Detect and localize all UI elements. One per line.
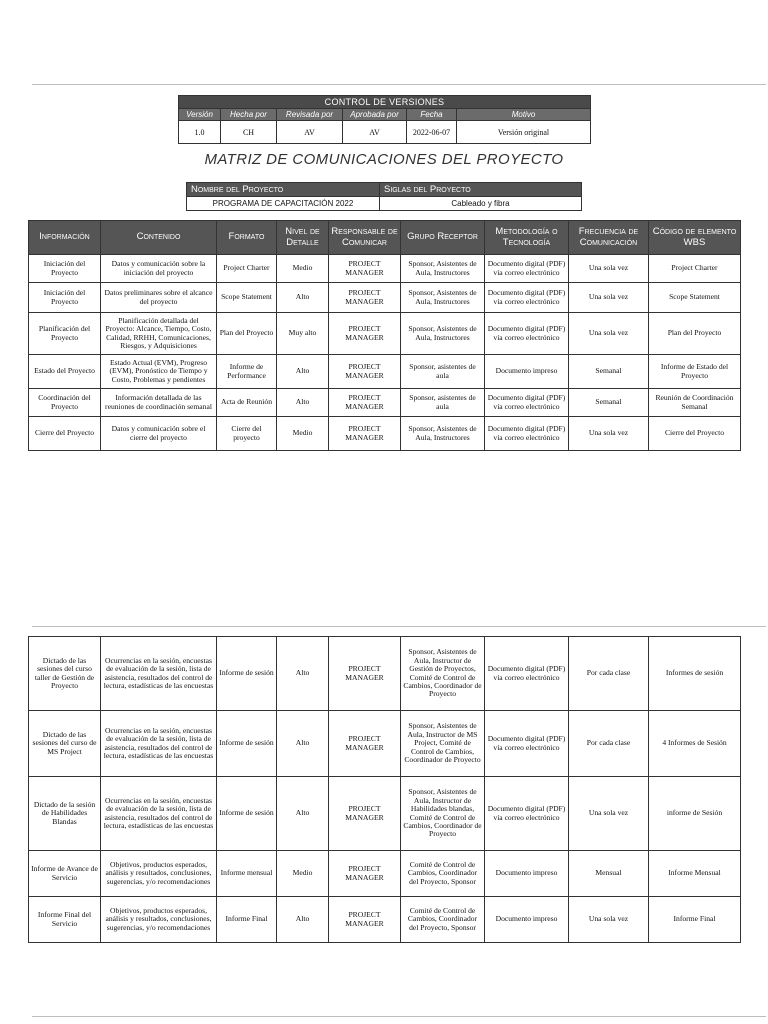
page-break-rule — [32, 626, 766, 627]
cell-informacion: Iniciación del Proyecto — [29, 255, 101, 283]
cv-cell: AV — [277, 121, 343, 144]
cell-codigo-wbs: informe de Sesión — [649, 777, 741, 851]
cell-codigo-wbs: Informe Final — [649, 897, 741, 943]
cell-grupo-receptor: Sponsor, Asistentes de Aula, Instructores — [401, 255, 485, 283]
cell-grupo-receptor: Sponsor, Asistentes de Aula, Instructores — [401, 283, 485, 313]
cv-header: Motivo — [457, 109, 591, 121]
cell-contenido: Información detallada de las reuniones de coordinación semanal — [101, 389, 217, 417]
cv-cell: 1.0 — [179, 121, 221, 144]
cell-metodologia: Documento digital (PDF) vía correo electrónico — [485, 777, 569, 851]
cell-frecuencia: Una sola vez — [569, 777, 649, 851]
cell-codigo-wbs: Informe Mensual — [649, 851, 741, 897]
matrix-header-informacion: Información — [29, 221, 101, 255]
cell-metodologia: Documento digital (PDF) vía correo electrónico — [485, 389, 569, 417]
cell-contenido: Datos preliminares sobre el alcance del proyecto — [101, 283, 217, 313]
table-row — [29, 851, 741, 897]
cell-grupo-receptor: Sponsor, Asistentes de Aula, Instructor de Habilidades blandas, Comité de Control de Cambios, Coordinador de Proyecto — [401, 777, 485, 851]
cell-formato: Cierre del proyecto — [217, 417, 277, 451]
cell-formato: Informe de sesión — [217, 637, 277, 711]
cell-responsable: PROJECT MANAGER — [329, 897, 401, 943]
cell-nivel-detalle: Alto — [277, 897, 329, 943]
cell-metodologia: Documento digital (PDF) vía correo electrónico — [485, 637, 569, 711]
cell-frecuencia: Por cada clase — [569, 711, 649, 777]
cell-formato: Acta de Reunión — [217, 389, 277, 417]
cell-metodologia: Documento impreso — [485, 897, 569, 943]
cell-formato: Informe de sesión — [217, 711, 277, 777]
cell-codigo-wbs: Plan del Proyecto — [649, 313, 741, 355]
matrix-header-frecuencia: Frecuencia de Comunicación — [569, 221, 649, 255]
matrix-header-grupo-receptor: Grupo Receptor — [401, 221, 485, 255]
cell-codigo-wbs: Project Charter — [649, 255, 741, 283]
cell-grupo-receptor: Comité de Control de Cambios, Coordinador del Proyecto, Sponsor — [401, 897, 485, 943]
cell-formato: Informe mensual — [217, 851, 277, 897]
cell-metodologia: Documento digital (PDF) vía correo electrónico — [485, 417, 569, 451]
matrix-header-codigo-wbs: Código de elemento WBS — [649, 221, 741, 255]
table-row — [29, 417, 741, 451]
cell-responsable: PROJECT MANAGER — [329, 255, 401, 283]
cv-header: Aprobada por — [343, 109, 407, 121]
table-row — [29, 283, 741, 313]
cell-grupo-receptor: Sponsor, asistentes de aula — [401, 355, 485, 389]
cell-informacion: Dictado de la sesión de Habilidades Blandas — [29, 777, 101, 851]
cell-grupo-receptor: Sponsor, Asistentes de Aula, Instructor de MS Project, Comité de Control de Cambios, Coordinador de Proyecto — [401, 711, 485, 777]
cell-contenido: Datos y comunicación sobre la iniciación del proyecto — [101, 255, 217, 283]
cell-frecuencia: Una sola vez — [569, 897, 649, 943]
table-row — [29, 637, 741, 711]
bottom-rule — [32, 1016, 766, 1017]
top-rule — [32, 84, 766, 85]
cell-nivel-detalle: Alto — [277, 355, 329, 389]
cell-responsable: PROJECT MANAGER — [329, 417, 401, 451]
cell-codigo-wbs: Informe de Estado del Proyecto — [649, 355, 741, 389]
cell-codigo-wbs: Informes de sesión — [649, 637, 741, 711]
matrix-header-responsable: Responsable de Comunicar — [329, 221, 401, 255]
cv-header: Versión — [179, 109, 221, 121]
cell-formato: Informe de sesión — [217, 777, 277, 851]
table-row — [29, 313, 741, 355]
cell-metodologia: Documento digital (PDF) vía correo electrónico — [485, 711, 569, 777]
cv-cell: 2022-06-07 — [407, 121, 457, 144]
cell-nivel-detalle: Medio — [277, 851, 329, 897]
cell-codigo-wbs: 4 Informes de Sesión — [649, 711, 741, 777]
matrix-header-formato: Formato — [217, 221, 277, 255]
cell-contenido: Planificación detallada del Proyecto: Alcance, Tiempo, Costo, Calidad, RRHH, Comunicaciones, Riesgos, y Adquisiciones — [101, 313, 217, 355]
table-row — [29, 777, 741, 851]
cell-nivel-detalle: Alto — [277, 711, 329, 777]
cell-codigo-wbs: Cierre del Proyecto — [649, 417, 741, 451]
cell-contenido: Objetivos, productos esperados, análisis y resultados, conclusiones, sugerencias, y/o recomendaciones — [101, 897, 217, 943]
cv-header: Revisada por — [277, 109, 343, 121]
cell-informacion: Iniciación del Proyecto — [29, 283, 101, 313]
cell-formato: Project Charter — [217, 255, 277, 283]
cell-formato: Plan del Proyecto — [217, 313, 277, 355]
project-name-value: PROGRAMA DE CAPACITACIÓN 2022 — [187, 197, 380, 211]
cell-metodologia: Documento digital (PDF) vía correo electrónico — [485, 283, 569, 313]
cell-informacion: Planificación del Proyecto — [29, 313, 101, 355]
cell-informacion: Estado del Proyecto — [29, 355, 101, 389]
cell-frecuencia: Una sola vez — [569, 255, 649, 283]
cell-contenido: Ocurrencias en la sesión, encuestas de evaluación de la sesión, lista de asistencia, resultados del control de lectura, estadísticas de las encuestas — [101, 711, 217, 777]
table-row — [29, 711, 741, 777]
cell-metodologia: Documento digital (PDF) vía correo electrónico — [485, 255, 569, 283]
project-acronym-value: Cableado y fibra — [380, 197, 582, 211]
cell-frecuencia: Por cada clase — [569, 637, 649, 711]
cell-frecuencia: Una sola vez — [569, 313, 649, 355]
cell-responsable: PROJECT MANAGER — [329, 355, 401, 389]
cell-formato: Scope Statement — [217, 283, 277, 313]
cell-codigo-wbs: Reunión de Coordinación Semanal — [649, 389, 741, 417]
project-acronym-label: Siglas del Proyecto — [380, 183, 582, 197]
cell-responsable: PROJECT MANAGER — [329, 777, 401, 851]
cell-responsable: PROJECT MANAGER — [329, 851, 401, 897]
cell-nivel-detalle: Alto — [277, 777, 329, 851]
cell-informacion: Dictado de las sesiones del curso de MS Project — [29, 711, 101, 777]
cell-responsable: PROJECT MANAGER — [329, 389, 401, 417]
cv-cell: Versión original — [457, 121, 591, 144]
cell-frecuencia: Semanal — [569, 389, 649, 417]
cell-grupo-receptor: Sponsor, Asistentes de Aula, Instructores — [401, 417, 485, 451]
matrix-header-metodologia: Metodología o Tecnología — [485, 221, 569, 255]
table-row — [29, 389, 741, 417]
cv-cell: AV — [343, 121, 407, 144]
cell-frecuencia: Semanal — [569, 355, 649, 389]
cell-nivel-detalle: Alto — [277, 637, 329, 711]
cell-metodologia: Documento digital (PDF) vía correo electrónico — [485, 313, 569, 355]
cell-informacion: Informe de Avance de Servicio — [29, 851, 101, 897]
table-row — [29, 897, 741, 943]
cell-contenido: Ocurrencias en la sesión, encuestas de evaluación de la sesión, lista de asistencia, resultados del control de lectura, estadísticas de las encuestas — [101, 637, 217, 711]
matrix-header-contenido: Contenido — [101, 221, 217, 255]
table-row — [29, 355, 741, 389]
cell-responsable: PROJECT MANAGER — [329, 711, 401, 777]
cell-informacion: Dictado de las sesiones del curso taller de Gestión de Proyecto — [29, 637, 101, 711]
communications-matrix-page2 — [28, 636, 741, 943]
version-control-table — [178, 95, 591, 144]
cell-formato: Informe Final — [217, 897, 277, 943]
cell-frecuencia: Una sola vez — [569, 283, 649, 313]
cell-grupo-receptor: Comité de Control de Cambios, Coordinador del Proyecto, Sponsor — [401, 851, 485, 897]
cell-informacion: Coordinación del Proyecto — [29, 389, 101, 417]
cell-contenido: Objetivos, productos esperados, análisis y resultados, conclusiones, sugerencias, y/o recomendaciones — [101, 851, 217, 897]
cv-header: Hecha por — [221, 109, 277, 121]
cell-grupo-receptor: Sponsor, Asistentes de Aula, Instructor de Gestión de Proyectos, Comité de Control de Cambios, Coordinador de Proyecto — [401, 637, 485, 711]
cell-formato: Informe de Performance — [217, 355, 277, 389]
cell-nivel-detalle: Medio — [277, 417, 329, 451]
cv-cell: CH — [221, 121, 277, 144]
cell-metodologia: Documento impreso — [485, 355, 569, 389]
cell-responsable: PROJECT MANAGER — [329, 283, 401, 313]
matrix-header-nivel-detalle: Nivel de Detalle — [277, 221, 329, 255]
project-name-label: Nombre del Proyecto — [187, 183, 380, 197]
cell-grupo-receptor: Sponsor, asistentes de aula — [401, 389, 485, 417]
version-control-title: CONTROL DE VERSIONES — [179, 96, 591, 109]
cell-nivel-detalle: Medio — [277, 255, 329, 283]
cell-codigo-wbs: Scope Statement — [649, 283, 741, 313]
cell-nivel-detalle: Alto — [277, 283, 329, 313]
cell-contenido: Ocurrencias en la sesión, encuestas de evaluación de la sesión, lista de asistencia, resultados del control de lectura, estadísticas de las encuestas — [101, 777, 217, 851]
table-row — [29, 255, 741, 283]
cell-nivel-detalle: Muy alto — [277, 313, 329, 355]
project-name-table — [186, 182, 582, 211]
cell-nivel-detalle: Alto — [277, 389, 329, 417]
communications-matrix-page1 — [28, 220, 741, 451]
cell-contenido: Datos y comunicación sobre el cierre del proyecto — [101, 417, 217, 451]
cell-grupo-receptor: Sponsor, Asistentes de Aula, Instructores — [401, 313, 485, 355]
cell-frecuencia: Una sola vez — [569, 417, 649, 451]
cell-responsable: PROJECT MANAGER — [329, 313, 401, 355]
cell-informacion: Informe Final del Servicio — [29, 897, 101, 943]
cv-header: Fecha — [407, 109, 457, 121]
cell-informacion: Cierre del Proyecto — [29, 417, 101, 451]
cell-frecuencia: Mensual — [569, 851, 649, 897]
cell-contenido: Estado Actual (EVM), Progreso (EVM), Pronóstico de Tiempo y Costo, Problemas y pendientes — [101, 355, 217, 389]
cell-metodologia: Documento impreso — [485, 851, 569, 897]
page-title: MATRIZ DE COMUNICACIONES DEL PROYECTO — [204, 151, 564, 168]
cell-responsable: PROJECT MANAGER — [329, 637, 401, 711]
